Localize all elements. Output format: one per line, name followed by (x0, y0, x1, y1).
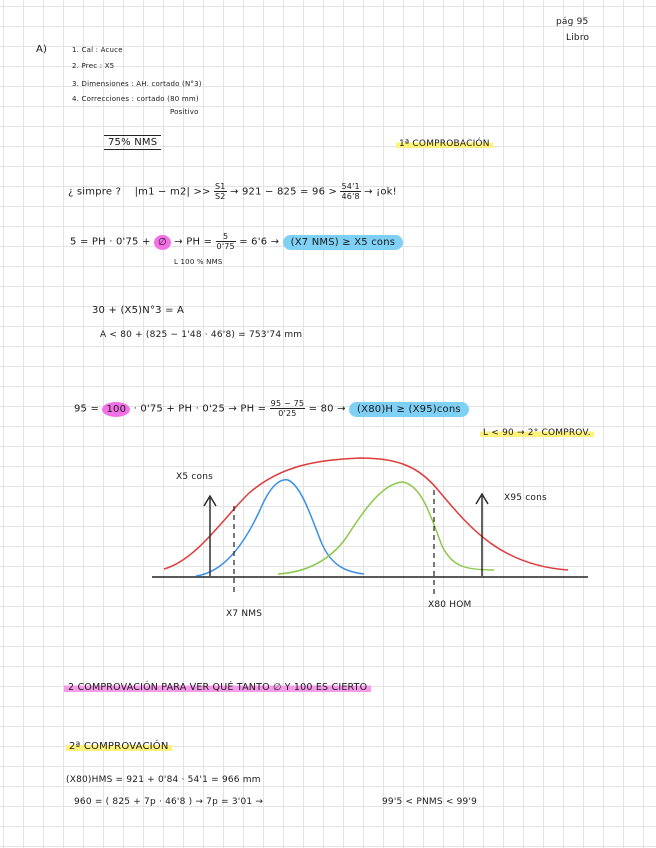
s-result-pill: (X7 NMS) ≥ X5 cons (283, 235, 404, 250)
x95-cons-label: X95 cons (504, 493, 547, 503)
simpre-result: → ¡ok! (364, 186, 397, 198)
simpre-prefix: ¿ simpre ? (68, 186, 122, 198)
second-check-purpose-text: 2 COMPROVACIÓN PARA VER QUÉ TANTO ∅ Y 100 ES CIERTO (64, 682, 371, 693)
equation-a: A < 80 + (825 − 1'48 · 46'8) = 753'74 mm (100, 330, 303, 340)
fraction-denominator: 46'8 (341, 192, 360, 201)
fraction-denominator: 0'75 (216, 242, 235, 251)
list-item: 3. Dimensiones : AH. cortado (N°3) (72, 80, 202, 88)
green-curve (278, 482, 494, 574)
fraction-numerator: 5 (216, 232, 236, 242)
fraction-numerator: 54'1 (341, 182, 360, 191)
s-equals: = 6'6 → (239, 236, 280, 248)
book-reference: Libro (566, 33, 590, 43)
list-item-continuation: Positivo (170, 108, 199, 116)
page-reference: pág 95 (556, 17, 589, 27)
95-equals: = 80 → (308, 403, 346, 415)
second-check-heading (66, 741, 172, 752)
red-curve (164, 458, 568, 570)
equation-x80: (X80)HMS = 921 + 0'84 · 54'1 = 966 mm (66, 775, 261, 785)
list-item: 1. Cal : Acuce (72, 46, 123, 54)
nms-percentage-text: 75% NMS (104, 135, 161, 150)
hundred-highlight: 100 (102, 402, 130, 417)
95-middle: · 0'75 + PH · 0'25 → PH = (133, 403, 267, 415)
simpre-middle: → 921 − 825 = 96 > (230, 186, 338, 198)
section-label: A) (36, 44, 48, 55)
fraction-denominator: 0'25 (278, 409, 297, 418)
simpre-expression: |m1 − m2| >> (134, 186, 211, 198)
s-prefix: 5 = PH · 0'75 + (70, 236, 151, 248)
fraction-denominator: S2 (215, 192, 226, 201)
list-item: 2. Prec : X5 (72, 62, 115, 70)
fraction-numerator: 95 − 75 (270, 399, 305, 408)
s-middle: → PH = (174, 236, 213, 248)
95-result-pill: (X80)H ≥ (X95)cons (349, 402, 469, 417)
second-check-note-text: L < 90 → 2° COMPROV. (480, 428, 594, 438)
second-check-purpose (64, 682, 371, 693)
pnms-range: 99'5 < PNMS < 99'9 (382, 797, 478, 807)
list-item: 4. Correcciones : cortado (80 mm) (72, 95, 199, 103)
x80-hom-label: X80 HOM (428, 600, 472, 610)
blue-curve (196, 480, 364, 576)
first-check-text: 1ª COMPROBACIÓN (396, 139, 493, 149)
x5-cons-label: X5 cons (176, 472, 214, 482)
second-check-heading-text: 2ª COMPROVACIÓN (66, 741, 172, 752)
s-note: L 100 % NMS (174, 258, 223, 266)
fraction-numerator: S1 (215, 182, 226, 191)
x7-nms-label: X7 NMS (226, 609, 263, 619)
95-prefix: 95 = (74, 403, 100, 415)
phi-highlight: ∅ (154, 235, 171, 250)
equation-960: 960 = ( 825 + 7p · 46'8 ) → 7p = 3'01 → (74, 797, 264, 807)
equation-30: 30 + (X5)N°3 = A (92, 305, 185, 316)
